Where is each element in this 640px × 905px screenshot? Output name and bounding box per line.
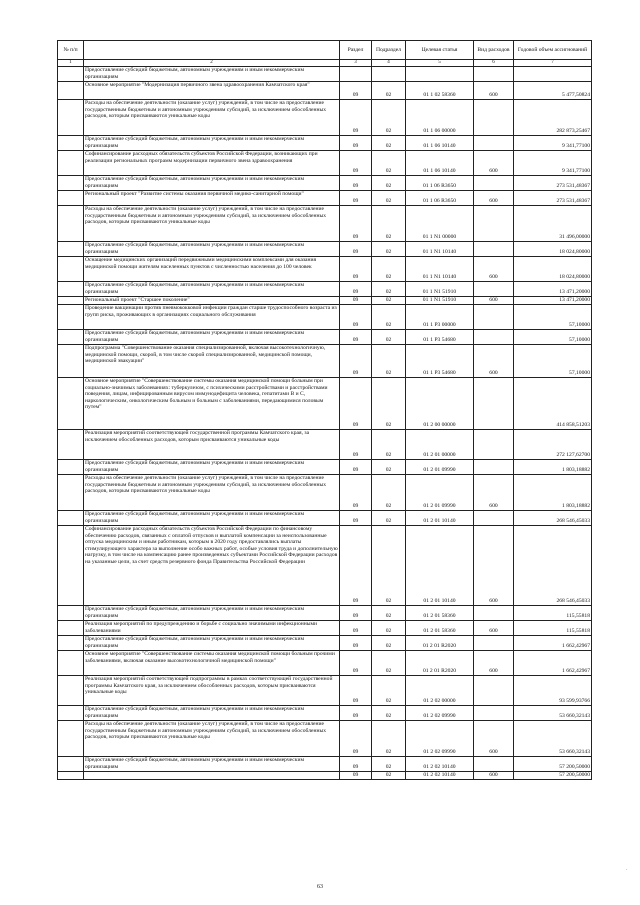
row-section-cell: 09 — [340, 257, 372, 282]
row-section-cell: 09 — [340, 676, 372, 706]
row-target-cell: 01 2 01 R2020 — [406, 651, 474, 676]
row-number-cell — [58, 297, 84, 305]
column-index: 5 — [406, 60, 474, 67]
row-subsection-cell: 02 — [372, 151, 406, 176]
row-expense-cell — [474, 511, 514, 526]
row-section-cell: 09 — [340, 297, 372, 305]
table-row — [58, 721, 592, 757]
row-number-cell — [58, 136, 84, 151]
row-amount-cell: 31 496,00000 — [514, 206, 592, 242]
row-name-cell: Реализация мероприятий по предупреждению и борьбе с социально значимыми инфекционными заболеваниями — [84, 621, 340, 636]
row-subsection-cell: 02 — [372, 475, 406, 511]
row-target-cell: 01 1 N1 51910 — [406, 282, 474, 297]
table-row — [58, 636, 592, 651]
row-amount-cell — [514, 67, 592, 82]
row-number-cell — [58, 330, 84, 345]
row-expense-cell: 600 — [474, 621, 514, 636]
table-body — [58, 67, 592, 780]
row-section-cell: 09 — [340, 757, 372, 772]
row-target-cell: 01 2 02 09990 — [406, 706, 474, 721]
row-target-cell: 01 1 P3 54680 — [406, 345, 474, 378]
row-section-cell: 09 — [340, 378, 372, 430]
row-name-cell: Предоставление субсидий бюджетным, автономным учреждениям и иным некоммерческим организациям — [84, 242, 340, 257]
row-subsection-cell: 02 — [372, 305, 406, 330]
row-section-cell: 09 — [340, 242, 372, 257]
row-subsection-cell: 02 — [372, 460, 406, 475]
row-amount-cell: 18 024,80000 — [514, 257, 592, 282]
row-name-cell: Предоставление субсидий бюджетным, автономным учреждениям и иным некоммерческим организациям — [84, 606, 340, 621]
col-target-header: Целевая статья — [406, 41, 474, 60]
row-expense-cell — [474, 282, 514, 297]
column-index: 1 — [58, 60, 84, 67]
budget-table-page — [57, 40, 591, 780]
row-section-cell: 09 — [340, 206, 372, 242]
row-section-cell: 09 — [340, 772, 372, 780]
row-amount-cell: 57 200,50000 — [514, 757, 592, 772]
row-name-cell: Предоставление субсидий бюджетным, автономным учреждениям и иным некоммерческим организациям — [84, 460, 340, 475]
col-subsection-header: Подраздел — [372, 41, 406, 60]
row-amount-cell: 268 546,45033 — [514, 511, 592, 526]
row-number-cell — [58, 706, 84, 721]
row-target-cell: 01 1 N1 10140 — [406, 257, 474, 282]
row-expense-cell — [474, 636, 514, 651]
row-expense-cell: 600 — [474, 257, 514, 282]
row-number-cell — [58, 378, 84, 430]
table-row — [58, 676, 592, 706]
row-subsection-cell: 02 — [372, 257, 406, 282]
row-name-cell: Предоставление субсидий бюджетным, автономным учреждениям и иным некоммерческим организациям — [84, 706, 340, 721]
table-row — [58, 430, 592, 460]
row-target-cell: 01 2 01 00000 — [406, 430, 474, 460]
row-target-cell: 01 2 01 09990 — [406, 460, 474, 475]
row-section-cell: 09 — [340, 136, 372, 151]
table-row — [58, 206, 592, 242]
col-expense-header: Вид расходов — [474, 41, 514, 60]
table-row — [58, 772, 592, 780]
row-amount-cell: 273 531,48367 — [514, 191, 592, 206]
row-section-cell: 09 — [340, 330, 372, 345]
row-subsection-cell — [372, 67, 406, 82]
table-row — [58, 460, 592, 475]
corner-mark: · — [626, 868, 628, 873]
row-subsection-cell: 02 — [372, 721, 406, 757]
table-row — [58, 330, 592, 345]
row-subsection-cell: 02 — [372, 621, 406, 636]
table-row — [58, 511, 592, 526]
table-row — [58, 297, 592, 305]
row-section-cell: 09 — [340, 151, 372, 176]
row-name-cell: Расходы на обеспечение деятельности (оказание услуг) учреждений, в том числе на предоставление государственным бюджетным и автономным учреждениям субсидий, за исключением обособленных расходов, которым присваиваются уникальные коды — [84, 206, 340, 242]
table-row — [58, 176, 592, 191]
table-row — [58, 475, 592, 511]
row-number-cell — [58, 345, 84, 378]
row-subsection-cell: 02 — [372, 297, 406, 305]
row-number-cell — [58, 100, 84, 136]
row-number-cell — [58, 176, 84, 191]
row-expense-cell — [474, 100, 514, 136]
row-expense-cell — [474, 176, 514, 191]
row-subsection-cell: 02 — [372, 100, 406, 136]
row-expense-cell: 600 — [474, 82, 514, 100]
row-section-cell: 09 — [340, 176, 372, 191]
row-number-cell — [58, 511, 84, 526]
row-section-cell: 09 — [340, 721, 372, 757]
row-expense-cell: 600 — [474, 526, 514, 606]
row-target-cell: 01 2 01 09990 — [406, 475, 474, 511]
row-amount-cell: 18 024,80000 — [514, 242, 592, 257]
row-subsection-cell: 02 — [372, 378, 406, 430]
row-amount-cell: 1 662,42967 — [514, 636, 592, 651]
row-expense-cell — [474, 757, 514, 772]
table-row — [58, 305, 592, 330]
row-name-cell: Предоставление субсидий бюджетным, автономным учреждениям и иным некоммерческим организациям — [84, 511, 340, 526]
row-subsection-cell: 02 — [372, 706, 406, 721]
row-name-cell: Предоставление субсидий бюджетным, автономным учреждениям и иным некоммерческим организациям — [84, 136, 340, 151]
row-section-cell — [340, 67, 372, 82]
row-name-cell — [84, 772, 340, 780]
table-row — [58, 257, 592, 282]
row-section-cell: 09 — [340, 282, 372, 297]
row-amount-cell: 57 200,50000 — [514, 772, 592, 780]
row-target-cell: 01 2 02 10140 — [406, 757, 474, 772]
row-target-cell: 01 2 02 09990 — [406, 721, 474, 757]
row-target-cell: 01 1 P3 00000 — [406, 305, 474, 330]
row-subsection-cell: 02 — [372, 636, 406, 651]
col-name-header — [84, 41, 340, 60]
column-index: 7 — [514, 60, 592, 67]
row-amount-cell: 9 341,77100 — [514, 136, 592, 151]
table-row — [58, 345, 592, 378]
row-number-cell — [58, 676, 84, 706]
row-number-cell — [58, 151, 84, 176]
row-subsection-cell: 02 — [372, 651, 406, 676]
row-subsection-cell: 02 — [372, 191, 406, 206]
row-subsection-cell: 02 — [372, 136, 406, 151]
row-amount-cell: 53 660,32143 — [514, 706, 592, 721]
row-section-cell: 09 — [340, 606, 372, 621]
table-row — [58, 606, 592, 621]
row-section-cell: 09 — [340, 191, 372, 206]
row-target-cell: 01 1 06 R3650 — [406, 191, 474, 206]
row-number-cell — [58, 191, 84, 206]
row-target-cell: 01 2 02 00000 — [406, 676, 474, 706]
row-subsection-cell: 02 — [372, 345, 406, 378]
row-section-cell: 09 — [340, 526, 372, 606]
row-number-cell — [58, 621, 84, 636]
row-target-cell: 01 2 01 58360 — [406, 621, 474, 636]
row-expense-cell — [474, 606, 514, 621]
row-expense-cell — [474, 378, 514, 430]
row-subsection-cell: 02 — [372, 430, 406, 460]
row-expense-cell — [474, 330, 514, 345]
row-section-cell: 09 — [340, 345, 372, 378]
row-expense-cell: 600 — [474, 475, 514, 511]
row-amount-cell: 272 127,62700 — [514, 430, 592, 460]
row-target-cell: 01 1 06 10140 — [406, 151, 474, 176]
row-amount-cell: 13 471,20000 — [514, 282, 592, 297]
row-target-cell: 01 1 P3 54680 — [406, 330, 474, 345]
row-expense-cell: 600 — [474, 297, 514, 305]
row-number-cell — [58, 606, 84, 621]
row-amount-cell: 1 803,18882 — [514, 475, 592, 511]
row-name-cell: Реализация мероприятий соответствующей подпрограммы в рамках соответствующей государственной программы Камчатского края, за исключением обособленных расходов, которым присваиваются уникальные коды — [84, 676, 340, 706]
table-row — [58, 100, 592, 136]
row-expense-cell: 600 — [474, 151, 514, 176]
table-row — [58, 651, 592, 676]
row-target-cell — [406, 67, 474, 82]
row-section-cell: 09 — [340, 706, 372, 721]
row-amount-cell: 57,10000 — [514, 345, 592, 378]
row-expense-cell — [474, 430, 514, 460]
table-row — [58, 242, 592, 257]
row-name-cell: Расходы на обеспечение деятельности (оказание услуг) учреждений, в том числе на предоставление государственным бюджетным и автономным учреждениям субсидий, за исключением обособленных расходов, которым присваиваются уникальные коды — [84, 475, 340, 511]
row-subsection-cell: 02 — [372, 606, 406, 621]
row-name-cell: Софинансирование расходных обязательств субъектов Российской Федерации, возникающих при реализации региональных программ модернизации первичного звена здравоохранения — [84, 151, 340, 176]
row-subsection-cell: 02 — [372, 242, 406, 257]
column-index: 2 — [84, 60, 340, 67]
row-target-cell: 01 1 N1 10140 — [406, 242, 474, 257]
row-expense-cell: 600 — [474, 651, 514, 676]
row-name-cell: Региональный проект "Развитие системы оказания первичной медико-санитарной помощи" — [84, 191, 340, 206]
row-name-cell: Предоставление субсидий бюджетным, автономным учреждениям и иным некоммерческим организациям — [84, 636, 340, 651]
row-number-cell — [58, 772, 84, 780]
table-row — [58, 151, 592, 176]
row-number-cell — [58, 242, 84, 257]
row-name-cell: Основное мероприятие "Совершенствование системы оказания медицинской помощи больным прочими заболеваниями, включая оказание высокотехнологичной медицинской помощи" — [84, 651, 340, 676]
row-number-cell — [58, 651, 84, 676]
row-target-cell: 01 2 01 10140 — [406, 526, 474, 606]
row-expense-cell: 600 — [474, 191, 514, 206]
row-section-cell: 09 — [340, 636, 372, 651]
row-target-cell: 01 1 06 10140 — [406, 136, 474, 151]
row-section-cell: 09 — [340, 430, 372, 460]
row-expense-cell — [474, 67, 514, 82]
row-amount-cell: 414 858,51203 — [514, 378, 592, 430]
row-number-cell — [58, 82, 84, 100]
row-amount-cell: 268 546,45033 — [514, 526, 592, 606]
row-name-cell: Региональный проект "Старшее поколение" — [84, 297, 340, 305]
row-number-cell — [58, 282, 84, 297]
row-name-cell: Проведение вакцинации против пневмококковой инфекции граждан старше трудоспособного возраста из групп риска, проживающих в организациях социального обслуживания — [84, 305, 340, 330]
row-target-cell: 01 1 06 00000 — [406, 100, 474, 136]
row-amount-cell: 57,10000 — [514, 330, 592, 345]
table-row — [58, 136, 592, 151]
row-section-cell: 09 — [340, 475, 372, 511]
row-target-cell: 01 2 00 00000 — [406, 378, 474, 430]
row-name-cell: Расходы на обеспечение деятельности (оказание услуг) учреждений, в том числе на предоставление государственным бюджетным и автономным учреждениям субсидий, за исключением обособленных расходов, которым присваиваются уникальные коды — [84, 721, 340, 757]
row-expense-cell: 600 — [474, 345, 514, 378]
row-expense-cell — [474, 206, 514, 242]
budget-table — [57, 40, 592, 780]
row-number-cell — [58, 757, 84, 772]
column-index: 6 — [474, 60, 514, 67]
table-row — [58, 67, 592, 82]
row-subsection-cell: 02 — [372, 676, 406, 706]
row-name-cell: Основное мероприятие "Совершенствование системы оказания медицинской помощи больным при социально-значимых заболеваниях: туберкулезом, с психическими расстройствами и расстройствами поведения, лицам, инфицированным вирусом иммунодефицита человека, гепатитами B и C, наркологическим, онкологическим больным и больным с заболеваниями, передающимися половым путем" — [84, 378, 340, 430]
row-number-cell — [58, 721, 84, 757]
table-row — [58, 757, 592, 772]
row-name-cell: Предоставление субсидий бюджетным, автономным учреждениям и иным некоммерческим организациям — [84, 330, 340, 345]
row-amount-cell: 115,55818 — [514, 621, 592, 636]
row-expense-cell — [474, 460, 514, 475]
row-name-cell: Расходы на обеспечение деятельности (оказание услуг) учреждений, в том числе на предоставление государственным бюджетным и автономным учреждениям субсидий, за исключением обособленных расходов, которым присваиваются уникальные коды — [84, 100, 340, 136]
row-section-cell: 09 — [340, 651, 372, 676]
row-name-cell: Софинансирование расходных обязательств субъектов Российской Федерации по финансовому обеспечению расходов, связанных с оплатой отпусков и выплатой компенсации за неиспользованные отпуска медицинским и иным работникам, которым в 2020 году предоставлялись выплаты стимулирующего характера за выполнение особо важных работ, особые условия труда и дополнительную нагрузку, в том числе на компенсацию ранее произведенных субъектами Российской Федерации расходов на указанные цели, за счет средств резервного фонда Правительства Российской Федерации — [84, 526, 340, 606]
row-section-cell: 09 — [340, 460, 372, 475]
row-target-cell: 01 2 01 58360 — [406, 606, 474, 621]
row-target-cell: 01 2 02 10140 — [406, 772, 474, 780]
table-row — [58, 526, 592, 606]
table-row — [58, 378, 592, 430]
row-name-cell: Оснащение медицинских организаций передвижными медицинскими комплексами для оказания медицинской помощи жителям населенных пунктов с численностью населения до 100 человек — [84, 257, 340, 282]
row-subsection-cell: 02 — [372, 206, 406, 242]
row-amount-cell: 53 660,32143 — [514, 721, 592, 757]
row-number-cell — [58, 475, 84, 511]
row-number-cell — [58, 257, 84, 282]
row-subsection-cell: 02 — [372, 282, 406, 297]
row-name-cell: Предоставление субсидий бюджетным, автономным учреждениям и иным некоммерческим организациям — [84, 67, 340, 82]
row-name-cell: Основное мероприятие "Модернизация первичного звена здравоохранения Камчатского края" — [84, 82, 340, 100]
row-subsection-cell: 02 — [372, 176, 406, 191]
row-subsection-cell: 02 — [372, 511, 406, 526]
row-amount-cell: 1 803,18882 — [514, 460, 592, 475]
row-expense-cell — [474, 242, 514, 257]
row-number-cell — [58, 526, 84, 606]
row-amount-cell: 93 599,93766 — [514, 676, 592, 706]
row-target-cell: 01 1 N1 00000 — [406, 206, 474, 242]
row-expense-cell — [474, 706, 514, 721]
row-expense-cell — [474, 676, 514, 706]
row-target-cell: 01 1 06 R3650 — [406, 176, 474, 191]
row-target-cell: 01 2 01 R2020 — [406, 636, 474, 651]
table-row — [58, 621, 592, 636]
col-amount-header: Годовой объем ассигнований — [514, 41, 592, 60]
table-row — [58, 706, 592, 721]
row-subsection-cell: 02 — [372, 82, 406, 100]
row-expense-cell — [474, 305, 514, 330]
column-index: 3 — [340, 60, 372, 67]
row-name-cell: Предоставление субсидий бюджетным, автономным учреждениям и иным некоммерческим организациям — [84, 282, 340, 297]
row-target-cell: 01 1 N1 51910 — [406, 297, 474, 305]
row-name-cell: Реализация мероприятий соответствующей государственной программы Камчатского края, за исключением обособленных расходов, которым присваиваются уникальные коды — [84, 430, 340, 460]
row-section-cell: 09 — [340, 621, 372, 636]
table-row — [58, 82, 592, 100]
table-row — [58, 282, 592, 297]
row-section-cell: 09 — [340, 511, 372, 526]
col-section-header: Раздел — [340, 41, 372, 60]
table-row — [58, 191, 592, 206]
row-section-cell: 09 — [340, 82, 372, 100]
column-index: 4 — [372, 60, 406, 67]
page-number: 63 — [317, 884, 323, 890]
col-number-header: № п/п — [58, 41, 84, 60]
row-section-cell: 09 — [340, 305, 372, 330]
column-index-row — [58, 60, 592, 67]
row-number-cell — [58, 67, 84, 82]
row-name-cell: Подпрограмма "Совершенствование оказания специализированной, включая высокотехнологичную, медицинской помощи, скорой, в том числе скорой специализированной, медицинской помощи, медицинской эвакуации" — [84, 345, 340, 378]
row-subsection-cell: 02 — [372, 526, 406, 606]
row-amount-cell: 9 341,77100 — [514, 151, 592, 176]
table-header-row — [58, 41, 592, 60]
row-amount-cell: 273 531,48367 — [514, 176, 592, 191]
row-expense-cell: 600 — [474, 772, 514, 780]
row-target-cell: 01 2 01 10140 — [406, 511, 474, 526]
row-number-cell — [58, 460, 84, 475]
row-subsection-cell: 02 — [372, 757, 406, 772]
row-subsection-cell: 02 — [372, 330, 406, 345]
row-section-cell: 09 — [340, 100, 372, 136]
row-number-cell — [58, 305, 84, 330]
row-number-cell — [58, 430, 84, 460]
row-amount-cell: 1 662,42967 — [514, 651, 592, 676]
row-name-cell: Предоставление субсидий бюджетным, автономным учреждениям и иным некоммерческим организациям — [84, 757, 340, 772]
row-amount-cell: 5 477,50824 — [514, 82, 592, 100]
row-number-cell — [58, 636, 84, 651]
row-expense-cell — [474, 136, 514, 151]
row-amount-cell: 57,10000 — [514, 305, 592, 330]
row-expense-cell: 600 — [474, 721, 514, 757]
row-amount-cell: 13 471,20000 — [514, 297, 592, 305]
row-amount-cell: 282 873,25467 — [514, 100, 592, 136]
row-name-cell: Предоставление субсидий бюджетным, автономным учреждениям и иным некоммерческим организациям — [84, 176, 340, 191]
row-subsection-cell: 02 — [372, 772, 406, 780]
row-number-cell — [58, 206, 84, 242]
row-amount-cell: 115,55818 — [514, 606, 592, 621]
row-target-cell: 01 1 02 58360 — [406, 82, 474, 100]
